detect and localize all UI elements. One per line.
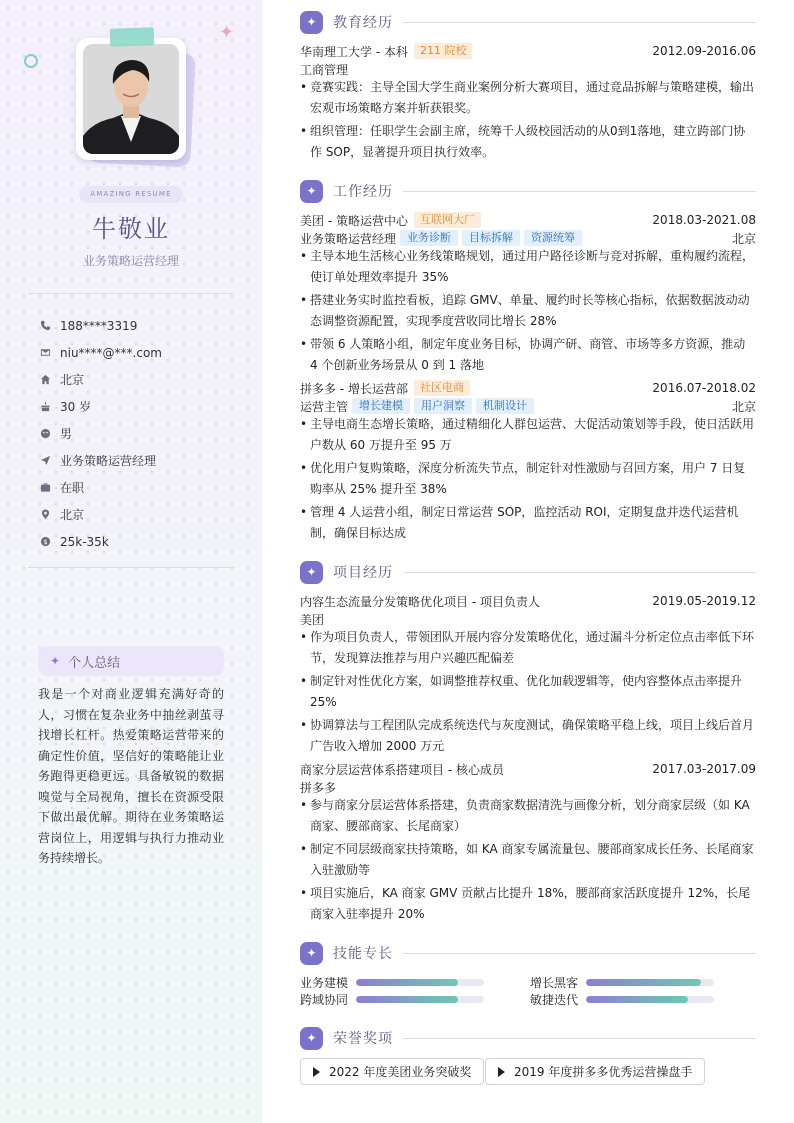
- school-tag: 211 院校: [414, 43, 473, 59]
- tape-decoration: [110, 27, 155, 47]
- skill-item: [300, 992, 484, 1006]
- award-text: 2022 年度美团业务突破奖: [329, 1065, 472, 1079]
- info-location: [40, 501, 240, 528]
- project-org: 美团: [300, 612, 325, 627]
- email-text: niu****@***.com: [60, 345, 162, 360]
- age-text: 30 岁: [60, 400, 92, 414]
- skill-level: [586, 996, 688, 1003]
- job-city: 北京: [731, 399, 756, 414]
- education-bullet: • 组织管理：任职学生会副主席，统筹千人级校园活动的从0到1落地，建立跨部门协作 SOP，显著提升项目执行效率。: [300, 121, 756, 162]
- job-role-row: [300, 229, 756, 247]
- info-phone: [40, 312, 240, 339]
- project-bullet: • 制定针对性优化方案，如调整推荐权重、优化加载逻辑等，使内容整体点击率提升 25%: [300, 671, 756, 712]
- skill-tag: 目标拆解: [462, 230, 520, 246]
- education-major-row: [300, 60, 756, 78]
- project-org-row: [300, 778, 756, 796]
- section-divider: [403, 572, 756, 573]
- skill-name: 业务建模: [300, 975, 349, 990]
- skill-level: [356, 996, 458, 1003]
- info-gender: [40, 420, 240, 447]
- sparkle-icon: ✦: [300, 561, 323, 584]
- project-org: 拼多多: [300, 780, 337, 795]
- skill-bar: [356, 996, 484, 1003]
- award-text: 2019 年度拼多多优秀运营操盘手: [514, 1065, 693, 1079]
- ring-decoration: [24, 54, 38, 68]
- sidebar: [0, 0, 262, 1123]
- education-bullet: • 竞赛实践：主导全国大学生商业案例分析大赛项目，通过竞品拆解与策略建模，输出宏观市场策略方案并斩获银奖。: [300, 77, 756, 118]
- summary-text: 我是一个对商业逻辑充满好奇的人，习惯在复杂业务中抽丝剥茧寻找增长杠杆。热爱策略运营带来的确定性价值，坚信好的策略能让业务跑得更稳更远。具备敏锐的数据嗅觉与全局视角，擅长在资源受限下做出最优解。期待在业务策略运营岗位上，用逻辑与执行力推动业务持续增长。: [38, 687, 224, 865]
- project-bullet: • 项目实施后，KA 商家 GMV 贡献占比提升 18%，腰部商家活跃度提升 12%，长尾商家入驻率提升 20%: [300, 883, 756, 924]
- company-tag: 互联网大厂: [414, 212, 481, 228]
- section-divider: [403, 953, 756, 954]
- project-org-row: [300, 610, 756, 628]
- section-awards-header: [300, 1026, 756, 1050]
- location-text: 北京: [60, 508, 85, 522]
- skill-level: [586, 979, 701, 986]
- job-role-row: [300, 397, 756, 415]
- skill-item: [530, 975, 714, 989]
- skill-level: [356, 979, 458, 986]
- section-divider: [403, 191, 756, 192]
- gender-icon: [40, 428, 60, 439]
- project-period: 2017.03-2017.09: [652, 762, 756, 776]
- project-bullet: • 协调算法与工程团队完成系统迭代与灰度测试，确保策略平稳上线，项目上线后首月广告收入增加 2000 万元: [300, 715, 756, 756]
- salary-icon: [40, 536, 60, 547]
- sparkle-icon: ✦: [300, 1027, 323, 1050]
- school-name: 华南理工大学 - 本科: [300, 44, 408, 59]
- phone-text: 188****3319: [60, 318, 138, 333]
- mail-icon: [40, 347, 60, 358]
- job-bullet: • 主导本地生活核心业务线策略规划，通过用户路径诊断与竞对拆解，重构履约流程，使订单处理效率提升 35%: [300, 246, 756, 287]
- skill-item: [530, 992, 714, 1006]
- phone-icon: [40, 320, 60, 331]
- skill-bar: [586, 979, 714, 986]
- award-item: [485, 1058, 705, 1085]
- skill-tag: 资源统筹: [524, 230, 582, 246]
- candidate-name: 牛敬业: [92, 215, 170, 243]
- section-education-header: [300, 10, 756, 34]
- portrait-image: [83, 44, 179, 154]
- job-bullet: • 主导电商生态增长策略，通过精细化人群包运营、大促活动策划等手段，使日活跃用户数从 60 万提升至 95 万: [300, 414, 756, 455]
- skill-tag: 业务诊断: [400, 230, 458, 246]
- personal-info-list: [40, 312, 240, 555]
- skill-bar: [356, 979, 484, 986]
- skill-name: 敏捷迭代: [530, 992, 579, 1007]
- section-skills-header: [300, 941, 756, 965]
- briefcase-icon: [40, 482, 60, 493]
- avatar: [83, 44, 179, 154]
- company-name: 美团 - 策略运营中心: [300, 213, 408, 228]
- home-city-text: 北京: [60, 373, 85, 387]
- svg-text:$: $: [43, 537, 48, 546]
- summary-title: 个人总结: [68, 655, 121, 671]
- section-work-header: [300, 179, 756, 203]
- sparkle-icon: ✦: [50, 654, 61, 668]
- education-period: 2012.09-2016.06: [652, 44, 756, 58]
- section-title: 荣誉奖项: [333, 1031, 393, 1047]
- project-period: 2019.05-2019.12: [652, 594, 756, 608]
- job-header-row: [300, 211, 756, 229]
- section-title: 项目经历: [333, 565, 393, 581]
- skill-tag: 用户洞察: [414, 398, 472, 414]
- project-header-row: [300, 760, 756, 778]
- job-bullet: • 搭建业务实时监控看板，追踪 GMV、单量、履约时长等核心指标，依据数据波动动态调整资源配置，实现季度营收同比增长 28%: [300, 290, 756, 331]
- sparkle-icon: ✦: [300, 180, 323, 203]
- section-divider: [403, 22, 756, 23]
- play-triangle-icon: [498, 1067, 505, 1077]
- location-pin-icon: [40, 509, 60, 520]
- salary-text: 25k-35k: [60, 534, 109, 549]
- sparkle-icon: ✦: [219, 22, 235, 43]
- section-title: 教育经历: [333, 15, 393, 31]
- info-salary: [40, 528, 240, 555]
- skill-item: [300, 975, 484, 989]
- info-status: [40, 474, 240, 501]
- candidate-title: 业务策略运营经理: [82, 254, 179, 268]
- job-header-row: [300, 379, 756, 397]
- cake-icon: [40, 401, 60, 412]
- job-city: 北京: [731, 231, 756, 246]
- job-role: 业务策略运营经理: [300, 231, 397, 246]
- divider: [28, 293, 234, 294]
- company-name: 拼多多 - 增长运营部: [300, 381, 408, 396]
- job-bullet: • 优化用户复购策略，深度分析流失节点，制定针对性激励与召回方案，用户 7 日复购率从 25% 提升至 38%: [300, 458, 756, 499]
- job-period: 2018.03-2021.08: [652, 213, 756, 227]
- job-role: 运营主管: [300, 399, 349, 414]
- project-name: 内容生态流量分发策略优化项目 - 项目负责人: [300, 594, 540, 609]
- section-title: 技能专长: [333, 946, 393, 962]
- major: 工商管理: [300, 62, 349, 77]
- send-icon: [40, 455, 60, 466]
- summary-header: [38, 646, 224, 676]
- home-icon: [40, 374, 60, 385]
- sparkle-icon: ✦: [300, 942, 323, 965]
- sparkle-icon: ✦: [300, 11, 323, 34]
- info-age: [40, 393, 240, 420]
- education-row: [300, 42, 756, 60]
- award-item: [300, 1058, 484, 1085]
- divider: [28, 567, 234, 568]
- skill-bar: [586, 996, 714, 1003]
- resume-badge: AMAZING RESUME: [79, 186, 183, 203]
- skill-name: 增长黑客: [530, 975, 579, 990]
- job-period: 2016.07-2018.02: [652, 381, 756, 395]
- gender-text: 男: [60, 427, 73, 441]
- skill-name: 跨域协同: [300, 992, 349, 1007]
- project-bullet: • 制定不同层级商家扶持策略，如 KA 商家专属流量包、腰部商家成长任务、长尾商家入驻激励等: [300, 839, 756, 880]
- play-triangle-icon: [313, 1067, 320, 1077]
- project-header-row: [300, 592, 756, 610]
- company-tag: 社区电商: [414, 380, 470, 396]
- info-home: [40, 366, 240, 393]
- skill-tag: 增长建模: [352, 398, 410, 414]
- target-job-text: 业务策略运营经理: [60, 454, 157, 468]
- project-bullet: • 作为项目负责人，带领团队开展内容分发策略优化，通过漏斗分析定位点击率低下环节，发现算法推荐与用户兴趣匹配偏差: [300, 627, 756, 668]
- job-bullet: • 带领 6 人策略小组，制定年度业务目标，协调产研、商管、市场等多方资源，推动 4 个创新业务场景从 0 到 1 落地: [300, 334, 756, 375]
- section-divider: [403, 1038, 756, 1039]
- status-text: 在职: [60, 481, 85, 495]
- info-email: [40, 339, 240, 366]
- job-bullet: • 管理 4 人运营小组，制定日常运营 SOP，监控活动 ROI，定期复盘并迭代运营机制，确保目标达成: [300, 502, 756, 543]
- skill-tag: 机制设计: [476, 398, 534, 414]
- section-title: 工作经历: [333, 184, 393, 200]
- project-bullet: • 参与商家分层运营体系搭建，负责商家数据清洗与画像分析，划分商家层级（如 KA 商家、腰部商家、长尾商家）: [300, 795, 756, 836]
- info-target-job: [40, 447, 240, 474]
- project-name: 商家分层运营体系搭建项目 - 核心成员: [300, 762, 504, 777]
- section-projects-header: [300, 560, 756, 584]
